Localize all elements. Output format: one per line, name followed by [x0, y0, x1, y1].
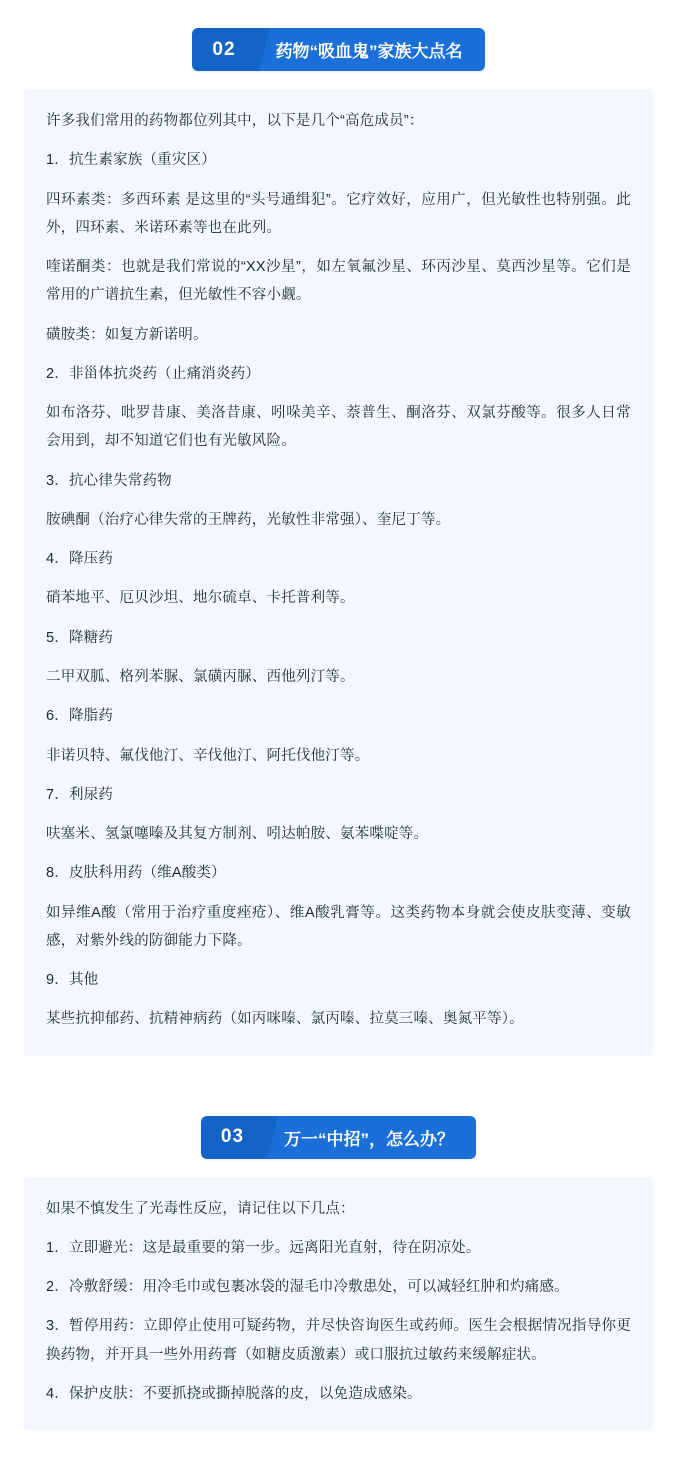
- paragraph: 7．利尿药: [46, 786, 114, 803]
- section-header-02: [192, 28, 484, 71]
- paragraph: 非诺贝特、氟伐他汀、辛伐他汀、阿托伐他汀等。: [46, 747, 370, 764]
- paragraph: 1．抗生素家族（重灾区）: [46, 152, 216, 169]
- badge-divider-icon: [260, 1116, 278, 1159]
- paragraph: 如布洛芬、吡罗昔康、美洛昔康、吲哚美辛、萘普生、酮洛芬、双氯芬酸等。很多人日常会用到，却不知道它们也有光敏风险。: [46, 405, 631, 450]
- paragraph: 磺胺类：如复方新诺明。: [46, 326, 208, 343]
- paragraph: 二甲双胍、格列苯脲、氯磺丙脲、西他列汀等。: [46, 668, 355, 685]
- paragraph: 4．保护皮肤：不要抓挠或撕掉脱落的皮，以免造成感染。: [46, 1385, 422, 1402]
- section-content-02: [24, 89, 653, 1056]
- paragraph: 呋塞米、氢氯噻嗪及其复方制剂、吲达帕胺、氨苯喋啶等。: [46, 826, 429, 843]
- paragraph: 硝苯地平、厄贝沙坦、地尔硫卓、卡托普利等。: [46, 590, 355, 607]
- paragraph: 2．非甾体抗炎药（止痛消炎药）: [46, 365, 261, 382]
- paragraph: 四环素类：多西环素 是这里的“头号通缉犯”。它疗效好，应用广，但光敏性也特别强。此外，四环素、米诺环素等也在此列。: [46, 191, 631, 236]
- section-content-03: [24, 1177, 653, 1431]
- paragraph: 9．其他: [46, 972, 99, 989]
- section-title: 药物“吸血鬼”家族大点名: [270, 28, 485, 71]
- paragraph: 许多我们常用的药物都位列其中，以下是几个“高危成员”：: [46, 113, 424, 129]
- section-number: 03: [201, 1116, 260, 1159]
- section-badge-03: [201, 1116, 476, 1159]
- section-header-03: [201, 1116, 476, 1159]
- paragraph: 3．抗心律失常药物: [46, 472, 172, 489]
- section-spacer: [24, 1082, 653, 1116]
- paragraph: 5．降糖药: [46, 629, 114, 646]
- paragraph: 4．降压药: [46, 551, 114, 568]
- paragraph: 某些抗抑郁药、抗精神病药（如丙咪嗪、氯丙嗪、拉莫三嗪、奥氮平等）。: [46, 1011, 524, 1028]
- paragraph: 3．暂停用药：立即停止使用可疑药物，并尽快咨询医生或药师。医生会根据情况指导你更换药物，并开具一些外用药膏（如糖皮质激素）或口服抗过敏药来缓解症状。: [46, 1318, 631, 1363]
- paragraph: 如果不慎发生了光毒性反应，请记住以下几点：: [46, 1200, 355, 1217]
- paragraph: 喹诺酮类：也就是我们常说的“XX沙星”，如左氧氟沙星、环丙沙星、莫西沙星等。它们是常用的广谱抗生素，但光敏性不容小觑。: [46, 259, 631, 304]
- section-badge-02: [192, 28, 484, 71]
- paragraph: 6．降脂药: [46, 708, 114, 725]
- paragraph: 2．冷敷舒缓：用冷毛巾或包裹冰袋的湿毛巾冷敷患处，可以减轻红肿和灼痛感。: [46, 1279, 569, 1296]
- section-title: 万一“中招”，怎么办？: [278, 1116, 476, 1159]
- badge-divider-icon: [252, 28, 270, 71]
- section-number: 02: [192, 28, 251, 71]
- paragraph: 1．立即避光：这是最重要的第一步。远离阳光直射，待在阴凉处。: [46, 1239, 481, 1256]
- paragraph: 胺碘酮（治疗心律失常的王牌药，光敏性非常强）、奎尼丁等。: [46, 511, 451, 528]
- paragraph: 8．皮肤科用药（维A酸类）: [46, 865, 226, 882]
- paragraph: 如异维A酸（常用于治疗重度痤疮）、维A酸乳膏等。这类药物本身就会使皮肤变薄、变敏感，对紫外线的防御能力下降。: [46, 904, 631, 949]
